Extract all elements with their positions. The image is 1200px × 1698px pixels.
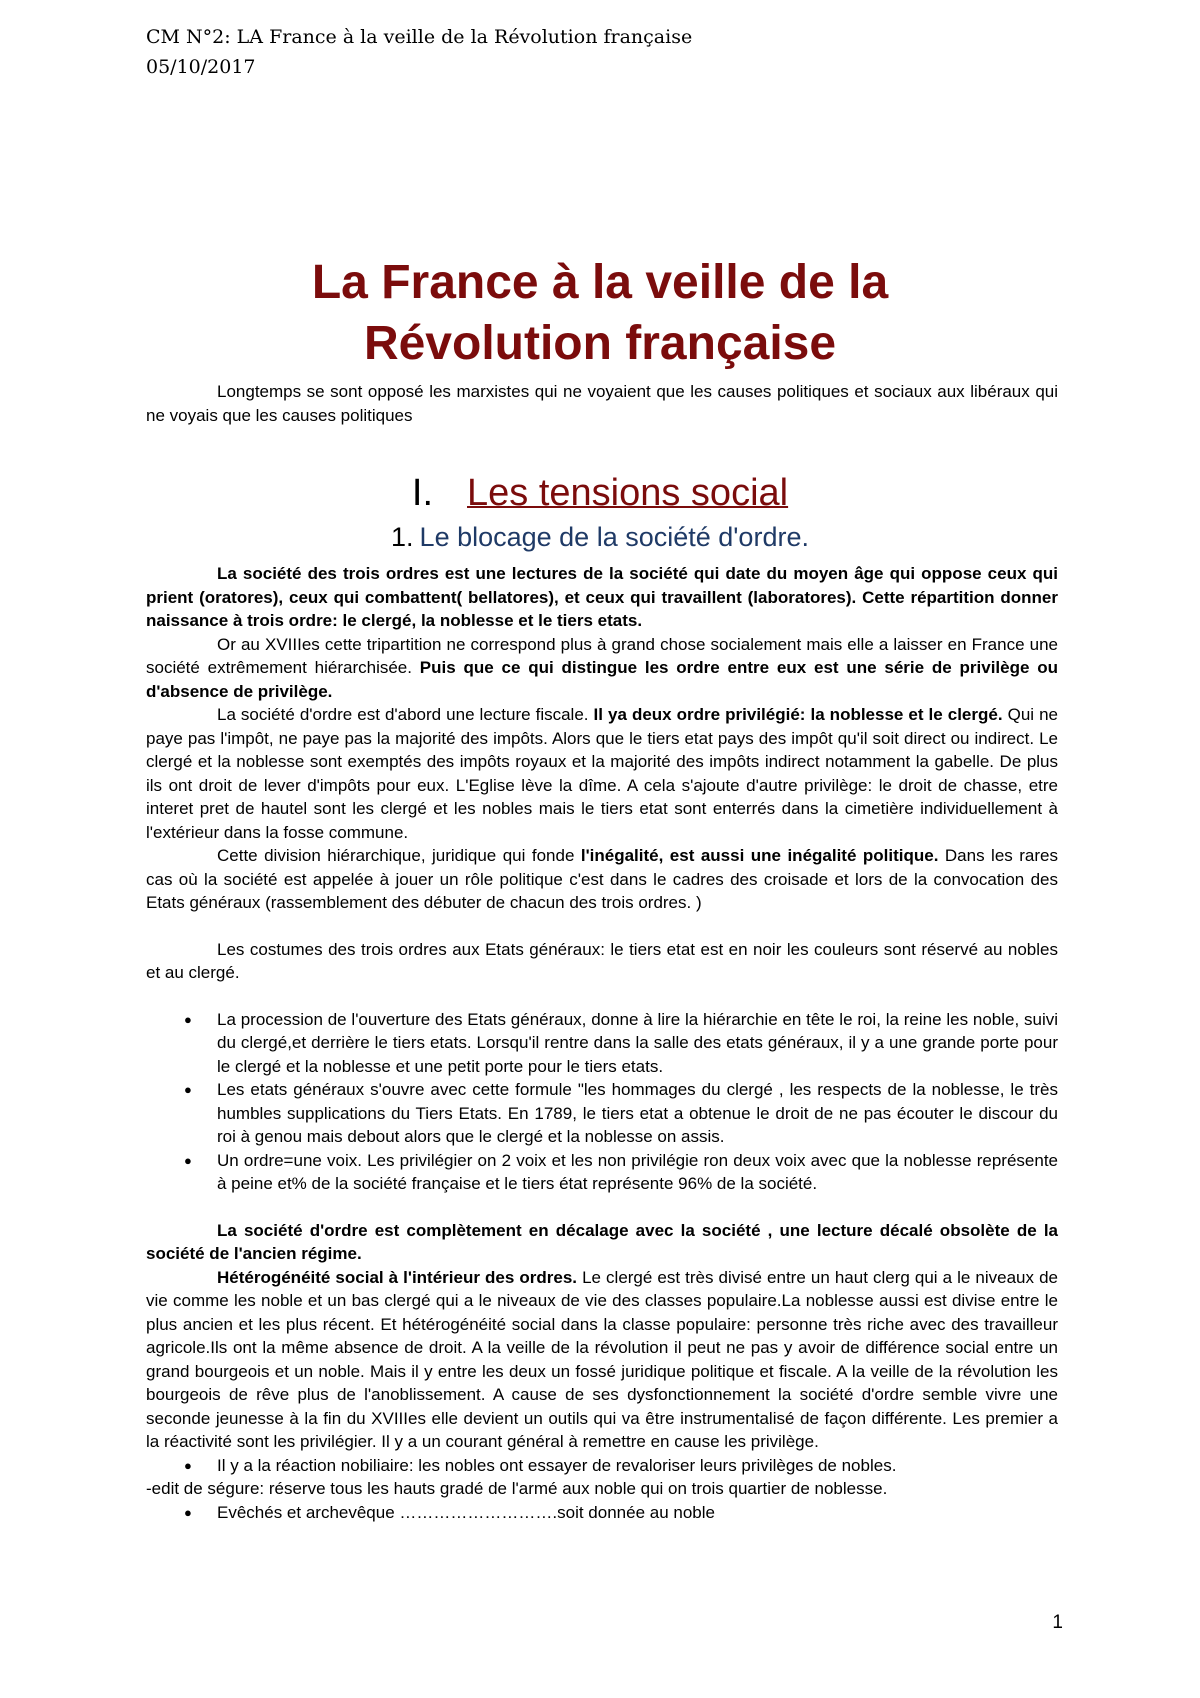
paragraph-costumes: Les costumes des trois ordres aux Etats généraux: le tiers etat est en noir les couleurs sont réservé au nobles et au clergé. [146, 939, 1058, 982]
document-title [0, 252, 1200, 374]
list-item: ● Il y a la réaction nobiliaire: les nobles ont essayer de revaloriser leurs privilèges de nobles. [146, 1454, 1058, 1478]
paragraph-heterogeneite [146, 1266, 1058, 1454]
section-heading [0, 470, 1200, 516]
page-header [146, 22, 692, 82]
page-number: 1 [1052, 1612, 1063, 1633]
bullet-list-etats [146, 1008, 1058, 1196]
subsection-number: 1. [391, 522, 414, 552]
subsection-heading [0, 520, 1200, 554]
text-run: Cette division hiérarchique, juridique qui fonde [217, 846, 581, 865]
paragraph-political [146, 844, 1058, 915]
bullet-list-eveches [146, 1501, 1058, 1525]
paragraph-tripartition [146, 633, 1058, 704]
document-title-line1: La France à la veille de la [311, 256, 889, 309]
bold-run: Hétérogénéité social à l'intérieur des ordres. [217, 1267, 578, 1287]
text-run: Or au XVIIIes cette tripartition ne correspond plus à grand chose socialement mais elle a laisser en France une société extrêmement hiérarchisée. [146, 634, 1058, 677]
list-item: ● La procession de l'ouverture des Etats généraux, donne à lire la hiérarchie en tête le roi, la reine les noble, suivi du clergé,et derrière le tiers etats. Lorsqu'il rentre dans la salle des etats généraux, il y a une grande porte pour le clergé et la noblesse et une petit porte pour le tiers etats. [146, 1008, 1058, 1079]
list-item: ● Evêchés et archevêque ……………………….soit donnée au noble [146, 1501, 1058, 1525]
header-course-title: CM N°2: LA France à la veille de la Révolution française [146, 26, 693, 48]
paragraph-edit-segur: -edit de ségure: réserve tous les hauts gradé de l'armé aux noble qui on trois quartier de noblesse. [146, 1479, 888, 1498]
list-item: ● Les etats généraux s'ouvre avec cette formule "les hommages du clergé , les respects de la noblesse, le très humbles supplications du Tiers Etats. En 1789, le tiers etat a obtenue le droit de ne pas écouter le discour du roi à genou mais debout alors que le clergé et la noblesse on assis. [146, 1078, 1058, 1149]
text-run: Dans les rares cas où la société est appelée à jouer un rôle politique c'est dans le cadres des croisade et lors de la convocation des Etats généraux (rassemblement des débuter de chacun des trois ordres. ) [146, 846, 1058, 912]
paragraph-fiscal [146, 703, 1058, 844]
paragraph-decalage: La société d'ordre est complètement en décalage avec la société , une lecture décalé obsolète de la société de l'ancien régime. [146, 1220, 1058, 1263]
paragraph-three-orders: La société des trois ordres est une lectures de la société qui date du moyen âge qui oppose ceux qui prient (oratores), ceux qui combattent( bellatores), et ceux qui travaillent (laboratores). Cette répartition donner naissance à trois ordre: le clergé, la noblesse et le tiers etats. [146, 564, 1058, 630]
bold-run: Il ya deux ordre privilégié: la noblesse et le clergé. [593, 705, 1003, 724]
bullet-list-reaction [146, 1454, 1058, 1478]
text-run: Qui ne paye pas l'impôt, ne paye pas la majorité des impôts. Alors que le tiers etat pays des impôt qu'il soit direct ou indirect. Le clergé et la noblesse sont exemptés des impôts royaux et la majorité des impôts indirect notamment la gabelle. De plus ils ont droit de lever d'impôts pour eux. L'Eglise lève la dîme. A cela s'ajoute d'autre privilège: le droit de chasse, etre interet pret de hautel sont les clergé et les nobles mais le tiers etat sont enterrés dans la cimetière individuellement à l'extérieur dans la fosse commune. [146, 705, 1058, 842]
main-content [146, 562, 1058, 1524]
text-run: Le clergé est très divisé entre un haut clerg qui a le niveaux de vie comme les noble et un bas clergé qui a le niveaux de vie des classes populaire.La noblesse aussi est divise entre le plus ancien et les plus récent. Et hétérogénéité social dans la classe populaire: personne très riche avec des travailleur agricole.Ils ont la même absence de droit. A la veille de la révolution il peut ne pas y avoir de différence social entre un grand bourgeois et un noble. Mais il y entre les deux un fossé juridique politique et fiscale. A la veille de la révolution les bourgeois de rêve plus de l'anoblissement. A cause de ses dysfonctionnement la société d'ordre semble vivre une seconde jeunesse à la fin du XVIIIes elle devient un outils qui va être instrumentalisé de façon différente. Les premier a la réactivité sont les privilégier. Il y a un courant général à remettre en cause les privilège. [146, 1267, 1058, 1451]
section-title: Les tensions social [467, 472, 789, 514]
section-number: I. [411, 472, 434, 514]
bold-run: Puis que ce qui distingue les ordre entre eux est une série de privilège ou d'absence de privilège. [146, 658, 1059, 701]
document-title-line2: Révolution française [363, 317, 837, 370]
spacer [146, 985, 1058, 1008]
subsection-title: Le blocage de la société d'ordre. [419, 522, 809, 552]
text-run: La société d'ordre est d'abord une lecture fiscale. [217, 705, 594, 724]
list-item: ● Un ordre=une voix. Les privilégier on 2 voix et les non privilégie ron deux voix avec que la noblesse représente à peine et% de la société française et le tiers état représente 96% de la société. [146, 1149, 1058, 1196]
spacer [146, 915, 1058, 938]
header-date: 05/10/2017 [146, 56, 256, 78]
bold-run: l'inégalité, est aussi une inégalité politique. [580, 846, 939, 865]
spacer [146, 1196, 1058, 1219]
intro-paragraph: Longtemps se sont opposé les marxistes qui ne voyaient que les causes politiques et sociaux aux libéraux qui ne voyais que les causes politiques [146, 382, 1058, 425]
